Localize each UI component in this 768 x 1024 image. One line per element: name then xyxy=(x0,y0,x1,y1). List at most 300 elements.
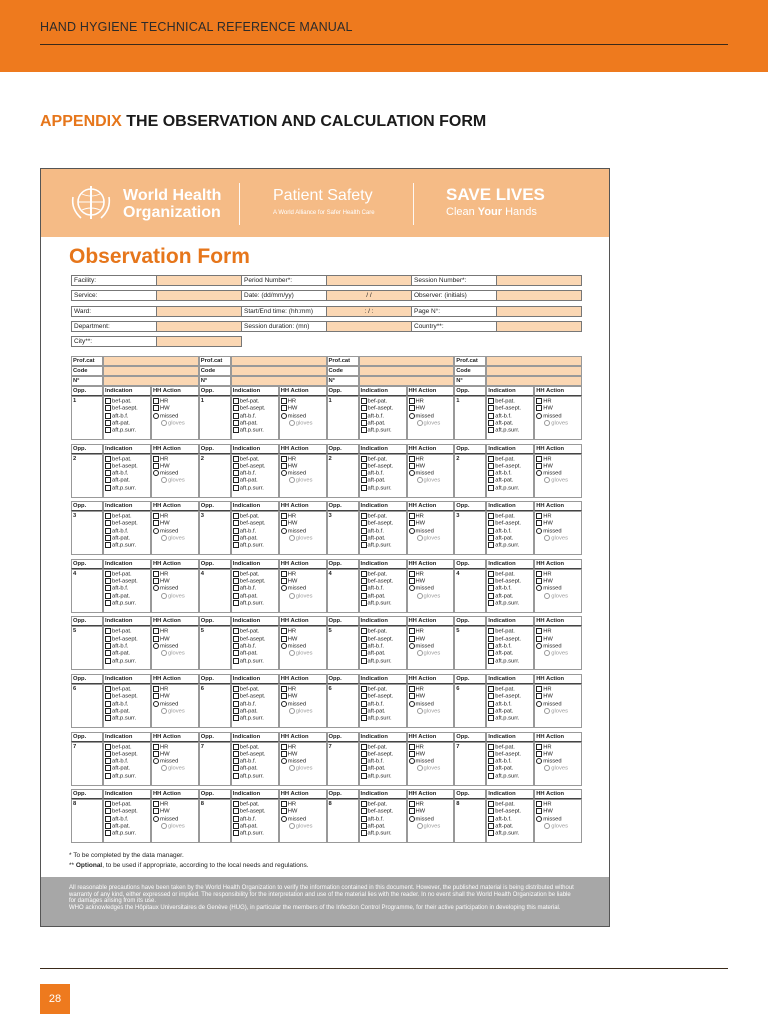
action-option-gloves[interactable] xyxy=(409,420,454,427)
action-option-hr[interactable] xyxy=(153,801,198,808)
radio-icon[interactable] xyxy=(536,585,542,591)
checkbox-icon[interactable] xyxy=(488,427,494,433)
checkbox-icon[interactable] xyxy=(233,528,239,534)
radio-icon[interactable] xyxy=(544,593,550,599)
indication-option[interactable] xyxy=(361,816,406,823)
indication-option[interactable] xyxy=(105,520,150,527)
indication-option[interactable] xyxy=(105,650,150,657)
action-option-missed[interactable] xyxy=(409,701,454,708)
checkbox-icon[interactable] xyxy=(233,765,239,771)
action-option-missed[interactable] xyxy=(281,413,326,420)
indication-option[interactable] xyxy=(488,808,533,815)
action-option-missed[interactable] xyxy=(281,701,326,708)
radio-icon[interactable] xyxy=(417,765,423,771)
checkbox-icon[interactable] xyxy=(488,405,494,411)
action-option-hr[interactable] xyxy=(409,686,454,693)
radio-icon[interactable] xyxy=(161,650,167,656)
indication-option[interactable] xyxy=(361,456,406,463)
action-option-hr[interactable] xyxy=(409,513,454,520)
action-option-hw[interactable] xyxy=(409,463,454,470)
checkbox-icon[interactable] xyxy=(281,513,287,519)
checkbox-icon[interactable] xyxy=(488,413,494,419)
action-option-hr[interactable] xyxy=(153,398,198,405)
action-option-gloves[interactable] xyxy=(409,593,454,600)
action-option-missed[interactable] xyxy=(409,816,454,823)
checkbox-icon[interactable] xyxy=(488,773,494,779)
indication-option[interactable] xyxy=(105,513,150,520)
checkbox-icon[interactable] xyxy=(409,398,415,404)
checkbox-icon[interactable] xyxy=(233,427,239,433)
radio-icon[interactable] xyxy=(153,816,159,822)
indication-option[interactable] xyxy=(105,463,150,470)
checkbox-icon[interactable] xyxy=(488,758,494,764)
radio-icon[interactable] xyxy=(153,643,159,649)
indication-option[interactable] xyxy=(105,693,150,700)
action-option-hr[interactable] xyxy=(536,801,581,808)
action-option-hr[interactable] xyxy=(536,456,581,463)
radio-icon[interactable] xyxy=(153,758,159,764)
action-option-missed[interactable] xyxy=(281,528,326,535)
indication-option[interactable] xyxy=(488,420,533,427)
checkbox-icon[interactable] xyxy=(233,585,239,591)
period-field[interactable] xyxy=(326,275,412,286)
action-option-hr[interactable] xyxy=(281,513,326,520)
checkbox-icon[interactable] xyxy=(105,701,111,707)
indication-option[interactable] xyxy=(233,758,278,765)
checkbox-icon[interactable] xyxy=(233,693,239,699)
action-option-hr[interactable] xyxy=(536,744,581,751)
checkbox-icon[interactable] xyxy=(281,808,287,814)
radio-icon[interactable] xyxy=(417,708,423,714)
checkbox-icon[interactable] xyxy=(105,650,111,656)
checkbox-icon[interactable] xyxy=(233,405,239,411)
action-option-missed[interactable] xyxy=(536,585,581,592)
indication-option[interactable] xyxy=(233,463,278,470)
checkbox-icon[interactable] xyxy=(361,773,367,779)
indication-option[interactable] xyxy=(361,413,406,420)
checkbox-icon[interactable] xyxy=(233,643,239,649)
checkbox-icon[interactable] xyxy=(361,456,367,462)
action-option-hr[interactable] xyxy=(409,571,454,578)
indication-option[interactable] xyxy=(105,485,150,492)
action-option-gloves[interactable] xyxy=(281,477,326,484)
action-option-hr[interactable] xyxy=(281,628,326,635)
checkbox-icon[interactable] xyxy=(153,398,159,404)
indication-option[interactable] xyxy=(233,751,278,758)
action-option-gloves[interactable] xyxy=(409,708,454,715)
indication-option[interactable] xyxy=(361,628,406,635)
radio-icon[interactable] xyxy=(281,643,287,649)
indication-option[interactable] xyxy=(233,715,278,722)
indication-option[interactable] xyxy=(361,600,406,607)
checkbox-icon[interactable] xyxy=(361,427,367,433)
checkbox-icon[interactable] xyxy=(153,571,159,577)
date-field[interactable]: / / xyxy=(326,290,412,301)
checkbox-icon[interactable] xyxy=(361,628,367,634)
action-option-missed[interactable] xyxy=(536,701,581,708)
indication-option[interactable] xyxy=(233,427,278,434)
department-field[interactable] xyxy=(156,321,242,332)
action-option-hw[interactable] xyxy=(153,751,198,758)
action-option-missed[interactable] xyxy=(281,585,326,592)
checkbox-icon[interactable] xyxy=(361,420,367,426)
action-option-gloves[interactable] xyxy=(409,535,454,542)
indication-option[interactable] xyxy=(105,398,150,405)
checkbox-icon[interactable] xyxy=(233,413,239,419)
radio-icon[interactable] xyxy=(289,650,295,656)
checkbox-icon[interactable] xyxy=(488,636,494,642)
action-option-gloves[interactable] xyxy=(153,593,198,600)
action-option-hw[interactable] xyxy=(536,808,581,815)
indication-option[interactable] xyxy=(233,520,278,527)
checkbox-icon[interactable] xyxy=(361,801,367,807)
page-number-field[interactable] xyxy=(496,306,582,317)
indication-option[interactable] xyxy=(361,477,406,484)
indication-option[interactable] xyxy=(488,398,533,405)
radio-icon[interactable] xyxy=(281,528,287,534)
indication-option[interactable] xyxy=(361,542,406,549)
indication-option[interactable] xyxy=(105,405,150,412)
action-option-missed[interactable] xyxy=(153,528,198,535)
indication-option[interactable] xyxy=(233,823,278,830)
indication-option[interactable] xyxy=(105,686,150,693)
action-option-gloves[interactable] xyxy=(536,477,581,484)
indication-option[interactable] xyxy=(233,420,278,427)
radio-icon[interactable] xyxy=(536,701,542,707)
checkbox-icon[interactable] xyxy=(361,413,367,419)
radio-icon[interactable] xyxy=(536,528,542,534)
action-option-missed[interactable] xyxy=(536,470,581,477)
checkbox-icon[interactable] xyxy=(488,585,494,591)
indication-option[interactable] xyxy=(361,808,406,815)
checkbox-icon[interactable] xyxy=(233,808,239,814)
indication-option[interactable] xyxy=(361,744,406,751)
checkbox-icon[interactable] xyxy=(153,578,159,584)
checkbox-icon[interactable] xyxy=(233,816,239,822)
radio-icon[interactable] xyxy=(289,708,295,714)
checkbox-icon[interactable] xyxy=(488,470,494,476)
radio-icon[interactable] xyxy=(544,420,550,426)
indication-option[interactable] xyxy=(361,520,406,527)
radio-icon[interactable] xyxy=(544,650,550,656)
checkbox-icon[interactable] xyxy=(488,643,494,649)
checkbox-icon[interactable] xyxy=(233,830,239,836)
action-option-gloves[interactable] xyxy=(409,650,454,657)
checkbox-icon[interactable] xyxy=(488,830,494,836)
indication-option[interactable] xyxy=(488,801,533,808)
checkbox-icon[interactable] xyxy=(536,686,542,692)
indication-option[interactable] xyxy=(488,463,533,470)
action-option-hw[interactable] xyxy=(409,693,454,700)
radio-icon[interactable] xyxy=(289,535,295,541)
checkbox-icon[interactable] xyxy=(409,578,415,584)
checkbox-icon[interactable] xyxy=(105,456,111,462)
indication-option[interactable] xyxy=(361,485,406,492)
prof-cat-field[interactable] xyxy=(103,356,199,366)
action-option-hr[interactable] xyxy=(536,686,581,693)
action-option-gloves[interactable] xyxy=(536,420,581,427)
action-option-hr[interactable] xyxy=(409,628,454,635)
indication-option[interactable] xyxy=(105,801,150,808)
checkbox-icon[interactable] xyxy=(105,528,111,534)
indication-option[interactable] xyxy=(233,628,278,635)
checkbox-icon[interactable] xyxy=(536,628,542,634)
indication-option[interactable] xyxy=(105,585,150,592)
checkbox-icon[interactable] xyxy=(105,751,111,757)
action-option-gloves[interactable] xyxy=(409,477,454,484)
radio-icon[interactable] xyxy=(409,413,415,419)
checkbox-icon[interactable] xyxy=(105,816,111,822)
checkbox-icon[interactable] xyxy=(233,658,239,664)
checkbox-icon[interactable] xyxy=(361,405,367,411)
action-option-hw[interactable] xyxy=(281,578,326,585)
checkbox-icon[interactable] xyxy=(361,578,367,584)
radio-icon[interactable] xyxy=(409,758,415,764)
action-option-missed[interactable] xyxy=(536,413,581,420)
checkbox-icon[interactable] xyxy=(488,628,494,634)
checkbox-icon[interactable] xyxy=(488,650,494,656)
checkbox-icon[interactable] xyxy=(105,477,111,483)
indication-option[interactable] xyxy=(488,765,533,772)
checkbox-icon[interactable] xyxy=(361,513,367,519)
checkbox-icon[interactable] xyxy=(105,578,111,584)
indication-option[interactable] xyxy=(488,593,533,600)
duration-field[interactable] xyxy=(326,321,412,332)
checkbox-icon[interactable] xyxy=(361,701,367,707)
indication-option[interactable] xyxy=(361,528,406,535)
checkbox-icon[interactable] xyxy=(409,686,415,692)
indication-option[interactable] xyxy=(105,715,150,722)
checkbox-icon[interactable] xyxy=(105,801,111,807)
indication-option[interactable] xyxy=(361,650,406,657)
indication-option[interactable] xyxy=(361,765,406,772)
indication-option[interactable] xyxy=(488,413,533,420)
checkbox-icon[interactable] xyxy=(281,636,287,642)
action-option-missed[interactable] xyxy=(409,470,454,477)
ward-field[interactable] xyxy=(156,306,242,317)
checkbox-icon[interactable] xyxy=(233,593,239,599)
checkbox-icon[interactable] xyxy=(409,636,415,642)
indication-option[interactable] xyxy=(105,701,150,708)
indication-option[interactable] xyxy=(488,701,533,708)
indication-option[interactable] xyxy=(105,830,150,837)
indication-option[interactable] xyxy=(233,636,278,643)
action-option-missed[interactable] xyxy=(153,816,198,823)
action-option-missed[interactable] xyxy=(409,585,454,592)
radio-icon[interactable] xyxy=(289,823,295,829)
indication-option[interactable] xyxy=(105,571,150,578)
checkbox-icon[interactable] xyxy=(409,520,415,526)
checkbox-icon[interactable] xyxy=(105,658,111,664)
indication-option[interactable] xyxy=(105,744,150,751)
indication-option[interactable] xyxy=(361,535,406,542)
checkbox-icon[interactable] xyxy=(105,636,111,642)
indication-option[interactable] xyxy=(105,751,150,758)
checkbox-icon[interactable] xyxy=(488,823,494,829)
checkbox-icon[interactable] xyxy=(409,513,415,519)
radio-icon[interactable] xyxy=(417,823,423,829)
action-option-gloves[interactable] xyxy=(536,535,581,542)
checkbox-icon[interactable] xyxy=(281,801,287,807)
indication-option[interactable] xyxy=(233,593,278,600)
action-option-hr[interactable] xyxy=(409,744,454,751)
indication-option[interactable] xyxy=(361,463,406,470)
checkbox-icon[interactable] xyxy=(361,398,367,404)
indication-option[interactable] xyxy=(105,765,150,772)
checkbox-icon[interactable] xyxy=(361,520,367,526)
action-option-gloves[interactable] xyxy=(536,823,581,830)
indication-option[interactable] xyxy=(488,686,533,693)
checkbox-icon[interactable] xyxy=(105,470,111,476)
action-option-gloves[interactable] xyxy=(536,650,581,657)
indication-option[interactable] xyxy=(488,823,533,830)
checkbox-icon[interactable] xyxy=(536,744,542,750)
checkbox-icon[interactable] xyxy=(409,405,415,411)
indication-option[interactable] xyxy=(105,658,150,665)
checkbox-icon[interactable] xyxy=(361,708,367,714)
action-option-missed[interactable] xyxy=(153,585,198,592)
checkbox-icon[interactable] xyxy=(488,765,494,771)
indication-option[interactable] xyxy=(361,693,406,700)
action-option-gloves[interactable] xyxy=(153,765,198,772)
action-option-hr[interactable] xyxy=(536,571,581,578)
facility-field[interactable] xyxy=(156,275,242,286)
checkbox-icon[interactable] xyxy=(153,808,159,814)
radio-icon[interactable] xyxy=(153,413,159,419)
checkbox-icon[interactable] xyxy=(105,773,111,779)
checkbox-icon[interactable] xyxy=(361,765,367,771)
indication-option[interactable] xyxy=(233,578,278,585)
checkbox-icon[interactable] xyxy=(409,693,415,699)
indication-option[interactable] xyxy=(361,701,406,708)
checkbox-icon[interactable] xyxy=(361,485,367,491)
indication-option[interactable] xyxy=(105,470,150,477)
start-end-field[interactable]: : / : xyxy=(326,306,412,317)
radio-icon[interactable] xyxy=(536,470,542,476)
code-field[interactable] xyxy=(103,366,199,376)
action-option-gloves[interactable] xyxy=(281,593,326,600)
indication-option[interactable] xyxy=(105,578,150,585)
action-option-hr[interactable] xyxy=(281,801,326,808)
checkbox-icon[interactable] xyxy=(281,456,287,462)
action-option-hw[interactable] xyxy=(536,578,581,585)
indication-option[interactable] xyxy=(105,823,150,830)
action-option-hr[interactable] xyxy=(281,398,326,405)
checkbox-icon[interactable] xyxy=(488,751,494,757)
indication-option[interactable] xyxy=(105,600,150,607)
checkbox-icon[interactable] xyxy=(361,823,367,829)
action-option-hw[interactable] xyxy=(281,520,326,527)
action-option-hw[interactable] xyxy=(409,405,454,412)
radio-icon[interactable] xyxy=(153,528,159,534)
checkbox-icon[interactable] xyxy=(361,808,367,814)
action-option-missed[interactable] xyxy=(153,470,198,477)
checkbox-icon[interactable] xyxy=(105,513,111,519)
indication-option[interactable] xyxy=(233,585,278,592)
action-option-hw[interactable] xyxy=(536,520,581,527)
action-option-hw[interactable] xyxy=(153,693,198,700)
indication-option[interactable] xyxy=(233,816,278,823)
checkbox-icon[interactable] xyxy=(361,463,367,469)
country-field[interactable] xyxy=(496,321,582,332)
indication-option[interactable] xyxy=(488,744,533,751)
radio-icon[interactable] xyxy=(161,765,167,771)
checkbox-icon[interactable] xyxy=(153,693,159,699)
indication-option[interactable] xyxy=(233,650,278,657)
action-option-missed[interactable] xyxy=(281,758,326,765)
indication-option[interactable] xyxy=(233,808,278,815)
action-option-hr[interactable] xyxy=(153,686,198,693)
checkbox-icon[interactable] xyxy=(153,520,159,526)
indication-option[interactable] xyxy=(233,643,278,650)
action-option-hw[interactable] xyxy=(536,405,581,412)
action-option-missed[interactable] xyxy=(536,528,581,535)
radio-icon[interactable] xyxy=(409,816,415,822)
checkbox-icon[interactable] xyxy=(153,463,159,469)
indication-option[interactable] xyxy=(233,830,278,837)
checkbox-icon[interactable] xyxy=(233,628,239,634)
indication-option[interactable] xyxy=(361,636,406,643)
radio-icon[interactable] xyxy=(409,643,415,649)
checkbox-icon[interactable] xyxy=(488,420,494,426)
radio-icon[interactable] xyxy=(536,758,542,764)
action-option-hr[interactable] xyxy=(281,686,326,693)
indication-option[interactable] xyxy=(233,542,278,549)
checkbox-icon[interactable] xyxy=(361,600,367,606)
city-field[interactable] xyxy=(156,336,242,347)
indication-option[interactable] xyxy=(105,427,150,434)
indication-option[interactable] xyxy=(105,636,150,643)
action-option-hw[interactable] xyxy=(536,636,581,643)
action-option-hw[interactable] xyxy=(153,578,198,585)
action-option-hr[interactable] xyxy=(153,456,198,463)
action-option-hr[interactable] xyxy=(409,801,454,808)
checkbox-icon[interactable] xyxy=(105,405,111,411)
indication-option[interactable] xyxy=(233,485,278,492)
action-option-hw[interactable] xyxy=(153,808,198,815)
indication-option[interactable] xyxy=(488,456,533,463)
checkbox-icon[interactable] xyxy=(233,650,239,656)
checkbox-icon[interactable] xyxy=(536,801,542,807)
indication-option[interactable] xyxy=(488,485,533,492)
action-option-missed[interactable] xyxy=(281,643,326,650)
checkbox-icon[interactable] xyxy=(105,427,111,433)
indication-option[interactable] xyxy=(488,528,533,535)
checkbox-icon[interactable] xyxy=(281,463,287,469)
radio-icon[interactable] xyxy=(409,701,415,707)
checkbox-icon[interactable] xyxy=(105,463,111,469)
checkbox-icon[interactable] xyxy=(233,571,239,577)
indication-option[interactable] xyxy=(488,513,533,520)
session-field[interactable] xyxy=(496,275,582,286)
action-option-gloves[interactable] xyxy=(153,823,198,830)
action-option-hw[interactable] xyxy=(153,636,198,643)
indication-option[interactable] xyxy=(361,513,406,520)
checkbox-icon[interactable] xyxy=(153,801,159,807)
checkbox-icon[interactable] xyxy=(233,513,239,519)
action-option-gloves[interactable] xyxy=(409,823,454,830)
checkbox-icon[interactable] xyxy=(105,708,111,714)
checkbox-icon[interactable] xyxy=(361,535,367,541)
indication-option[interactable] xyxy=(488,758,533,765)
radio-icon[interactable] xyxy=(417,420,423,426)
checkbox-icon[interactable] xyxy=(488,463,494,469)
radio-icon[interactable] xyxy=(289,593,295,599)
checkbox-icon[interactable] xyxy=(361,470,367,476)
indication-option[interactable] xyxy=(488,405,533,412)
indication-option[interactable] xyxy=(488,816,533,823)
checkbox-icon[interactable] xyxy=(105,628,111,634)
